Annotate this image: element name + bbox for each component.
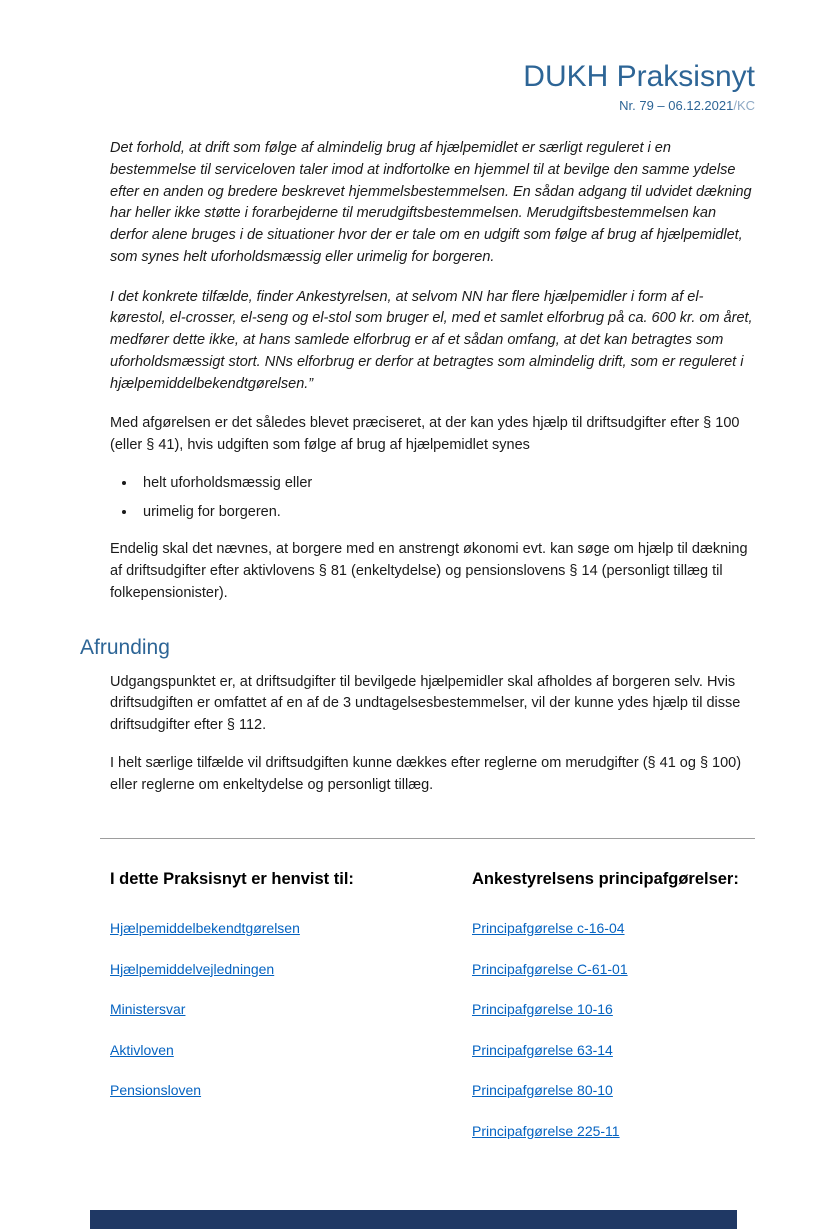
- bullet-item: • urimelig for borgeren.: [137, 502, 755, 524]
- page-subtitle: [110, 98, 755, 113]
- author-initials: /KC: [733, 98, 755, 113]
- references-column-right: [472, 867, 755, 1161]
- quote-paragraph-1: Det forhold, at drift som følge af almindelig brug af hjælpemidlet er særligt reguleret i en bestemmelse til serviceloven taler imod at indfortolke en hjemmel til at bevilge den samme ydelse efter en anden og bredere beskrevet hjemmelsbestemmelsen. En sådan adgang til udvidet dækning har heller ikke støtte i forarbejderne til merudgiftsbestemmelsen. Merudgiftsbestemmelsen kan derfor alene bruges i de situationer hvor der er tale om en udgift som følge af brug af hjælpemidlet, som synes helt uforholdsmæssig eller urimelig for borgeren.: [110, 140, 752, 265]
- link-hjaelpemiddelvejledningen[interactable]: Hjælpemiddelvejledningen: [110, 960, 275, 977]
- references-section: [110, 867, 755, 1161]
- divider: [100, 838, 755, 839]
- page-title: DUKH Praksisnyt: [523, 60, 755, 93]
- link-principafgoerelse-63-14[interactable]: Principafgørelse 63-14: [472, 1041, 613, 1058]
- section-heading-afrunding: Afrunding: [80, 635, 170, 659]
- references-column-left: [110, 867, 472, 1161]
- document-page: [0, 60, 827, 1229]
- link-principafgoerelse-c-61-01[interactable]: Principafgørelse C-61-01: [472, 960, 628, 977]
- link-principafgoerelse-80-10[interactable]: Principafgørelse 80-10: [472, 1082, 613, 1099]
- bullet-item: • helt uforholdsmæssig eller: [137, 473, 755, 495]
- body-paragraph-intro-bullets: Med afgørelsen er det således blevet præciseret, at der kan ydes hjælp til driftsudgifter efter § 100 (eller § 41), hvis udgiften som følge af brug af hjælpemidlet synes: [110, 415, 740, 453]
- link-aktivloven[interactable]: Aktivloven: [110, 1041, 174, 1058]
- bullet-list: [110, 473, 755, 524]
- references-left-heading: I dette Praksisnyt er henvist til:: [110, 870, 354, 889]
- afrunding-paragraph-2: I helt særlige tilfælde vil driftsudgiften kunne dækkes efter reglerne om merudgifter (§ 41 og § 100) eller reglerne om enkeltydelse og personligt tillæg.: [110, 754, 742, 793]
- link-hjaelpemiddelbekendtgoerelsen[interactable]: Hjælpemiddelbekendtgørelsen: [110, 920, 300, 937]
- document-header: [110, 60, 755, 113]
- link-ministersvar[interactable]: Ministersvar: [110, 1001, 186, 1018]
- link-principafgoerelse-225-11[interactable]: Principafgørelse 225-11: [472, 1122, 620, 1139]
- footer-bar: [90, 1210, 737, 1229]
- document-body: [80, 138, 755, 1161]
- issue-number-date: Nr. 79 – 06.12.2021: [619, 98, 734, 113]
- link-principafgoerelse-10-16[interactable]: Principafgørelse 10-16: [472, 1001, 613, 1018]
- link-pensionsloven[interactable]: Pensionsloven: [110, 1082, 202, 1099]
- afrunding-paragraph-1: Udgangspunktet er, at driftsudgifter til bevilgede hjælpemidler skal afholdes af borgeren selv. Hvis driftsudgiften er omfattet af en af de 3 undtagelsesbestemmelser, vil der kunne ydes hjælp til disse driftsudgifter efter § 112.: [110, 673, 741, 734]
- quote-paragraph-2: I det konkrete tilfælde, finder Ankestyrelsen, at selvom NN har flere hjælpemidler i form af el-kørestol, el-crosser, el-seng og el-stol som bruger el, med et samlet elforbrug på ca. 600 kr. om året, medfører dette ikke, at hans samlede elforbrug er af et sådan omfang, at det kan betragtes som uforholdsmæssigt stort. NNs elforbrug er derfor at betragtes som almindelig drift, som er reguleret i hjælpemiddelbekendtgørelsen.”: [110, 288, 753, 392]
- body-paragraph-closing: Endelig skal det nævnes, at borgere med en anstrengt økonomi evt. kan søge om hjælp til dækning af driftsudgifter efter aktivlovens § 81 (enkeltydelse) og pensionslovens § 14 (personligt tillæg til folkepensionister).: [110, 541, 748, 601]
- link-principafgoerelse-c-16-04[interactable]: Principafgørelse c-16-04: [472, 920, 625, 937]
- references-right-heading: Ankestyrelsens principafgørelser:: [472, 870, 739, 889]
